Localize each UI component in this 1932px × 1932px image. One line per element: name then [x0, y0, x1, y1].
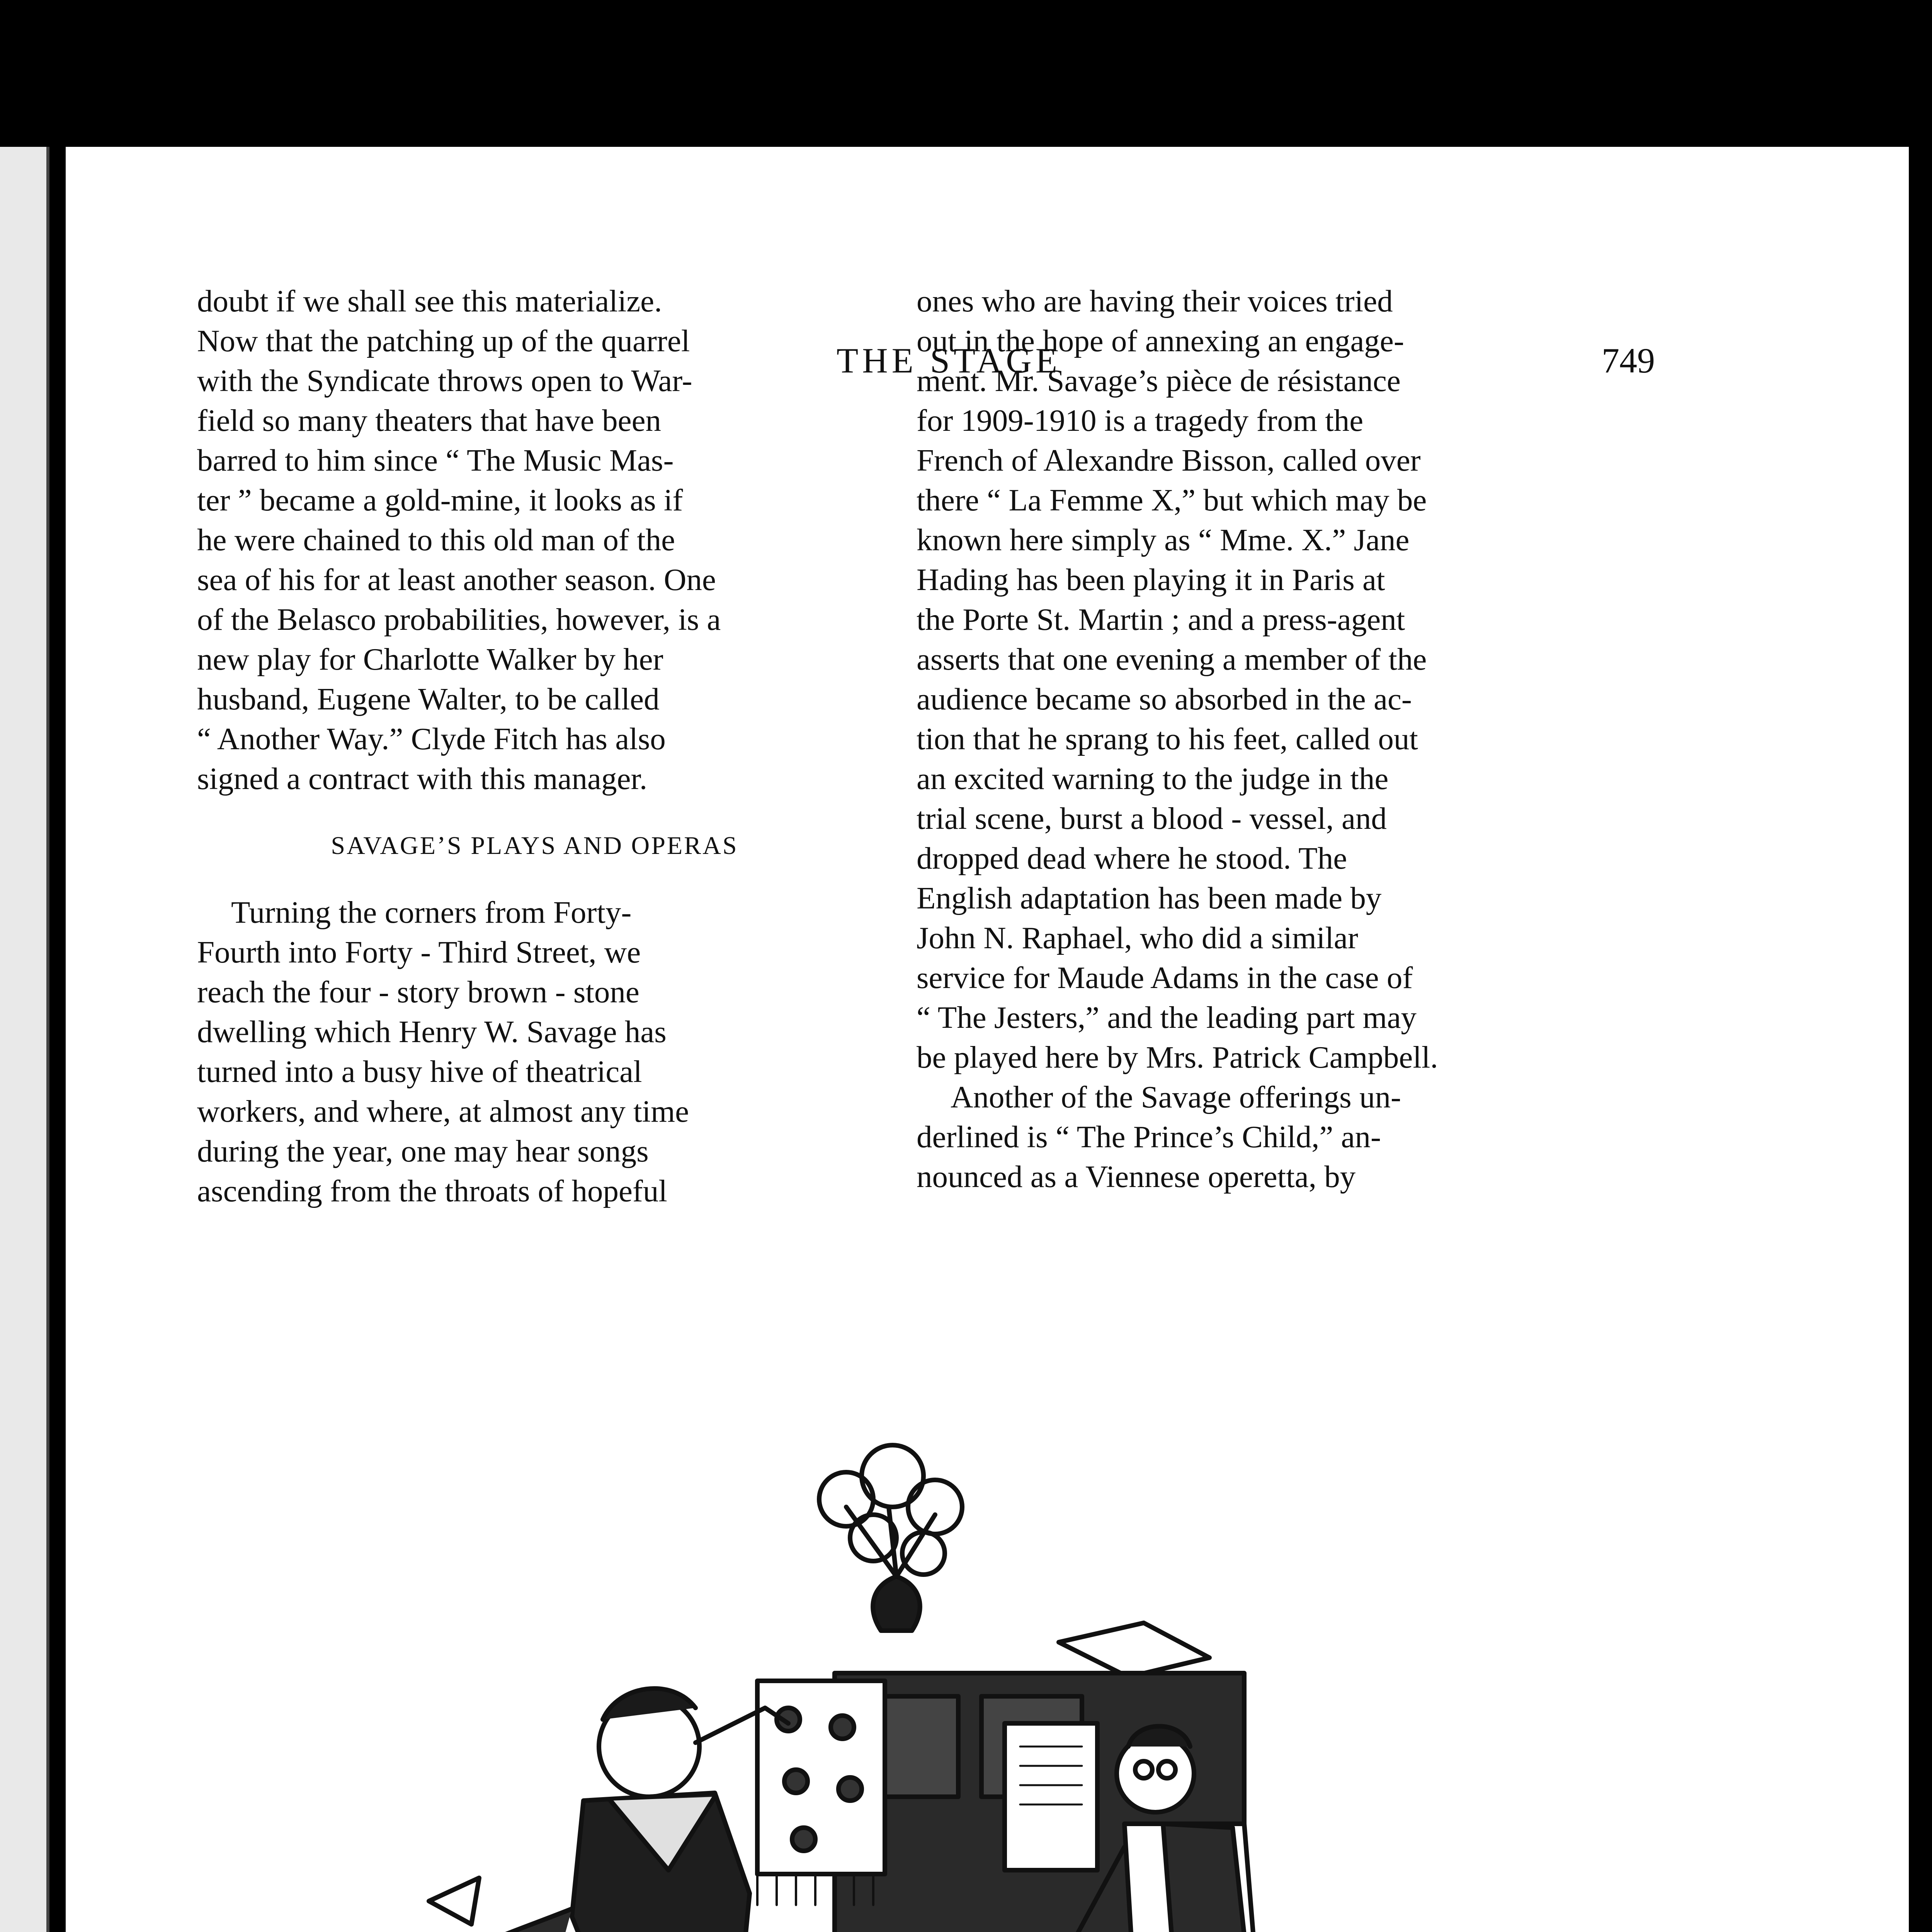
left-column: [197, 281, 872, 1211]
text-line: French of Alexandre Bisson, called over: [917, 443, 1421, 478]
text-line: asserts that one evening a member of the: [917, 642, 1427, 677]
running-head: THE STAGE: [837, 341, 1061, 380]
text-line: derlined is “ The Prince’s Child,” an-: [917, 1119, 1381, 1154]
text-line: of the Belasco probabilities, however, is a: [197, 602, 721, 637]
sheet-music-top: [1059, 1623, 1209, 1677]
text-line: sea of his for at least another season. One: [197, 562, 716, 597]
text-line: dwelling which Henry W. Savage has: [197, 1014, 667, 1049]
text-line: tion that he sprang to his feet, called out: [917, 721, 1418, 756]
standing-man: [371, 1689, 819, 1932]
text-line: service for Maude Adams in the case of: [917, 960, 1413, 995]
text-line: Fourth into Forty - Third Street, we: [197, 935, 641, 969]
text-line: trial scene, burst a blood - vessel, and: [917, 801, 1387, 836]
illustration: [332, 1337, 1530, 1932]
text-line: “ The Jesters,” and the leading part may: [917, 1000, 1417, 1035]
flower-vase: [819, 1445, 962, 1631]
text-line: husband, Eugene Walter, to be called: [197, 682, 660, 716]
section-subheading: SAVAGE’S PLAYS AND OPERAS: [331, 832, 738, 860]
text-line: Hading has been playing it in Paris at: [917, 562, 1385, 597]
text-line: he were chained to this old man of the: [197, 522, 675, 557]
text-line: for 1909-1910 is a tragedy from the: [917, 403, 1364, 438]
paragraph: [917, 1077, 1592, 1197]
paragraph: [917, 281, 1592, 1077]
text-line: out in the hope of annexing an engage-: [917, 323, 1404, 358]
text-line: Turning the corners from Forty-: [231, 895, 632, 930]
text-line: English adaptation has been made by: [917, 881, 1382, 915]
text-line: turned into a busy hive of theatrical: [197, 1054, 642, 1089]
text-line: Now that the patching up of the quarrel: [197, 323, 690, 358]
book-spine: [0, 147, 49, 1932]
text-line: known here simply as “ Mme. X.” Jane: [917, 522, 1410, 557]
text-line: there “ La Femme X,” but which may be: [917, 483, 1427, 517]
text-line: reach the four - story brown - stone: [197, 975, 639, 1009]
text-line: ment. Mr. Savage’s pièce de résistance: [917, 363, 1401, 398]
text-line: with the Syndicate throws open to War-: [197, 363, 692, 398]
text-line: ter ” became a gold-mine, it looks as if: [197, 483, 683, 517]
text-line: “ Another Way.” Clyde Fitch has also: [197, 721, 666, 756]
text-line: an excited warning to the judge in the: [917, 761, 1389, 796]
right-column: [917, 281, 1592, 1197]
text-line: barred to him since “ The Music Mas-: [197, 443, 674, 478]
text-line: during the year, one may hear songs: [197, 1134, 649, 1168]
text-line: Another of the Savage offerings un-: [951, 1080, 1401, 1114]
page-number: 749: [1602, 341, 1655, 380]
text-line: the Porte St. Martin ; and a press-agent: [917, 602, 1405, 637]
text-line: new play for Charlotte Walker by her: [197, 642, 663, 677]
text-line: dropped dead where he stood. The: [917, 841, 1347, 876]
text-line: ones who are having their voices tried: [917, 284, 1393, 318]
text-line: nounced as a Viennese operetta, by: [917, 1159, 1356, 1194]
paragraph: [197, 281, 872, 799]
text-line: be played here by Mrs. Patrick Campbell.: [917, 1040, 1438, 1075]
text-line: ascending from the throats of hopeful: [197, 1173, 667, 1208]
text-line: field so many theaters that have been: [197, 403, 662, 438]
text-line: John N. Raphael, who did a similar: [917, 920, 1358, 955]
paragraph: [197, 893, 872, 1211]
text-line: doubt if we shall see this materialize.: [197, 284, 662, 318]
text-line: audience became so absorbed in the ac-: [917, 682, 1412, 716]
text-line: signed a contract with this manager.: [197, 761, 648, 796]
text-line: workers, and where, at almost any time: [197, 1094, 689, 1129]
